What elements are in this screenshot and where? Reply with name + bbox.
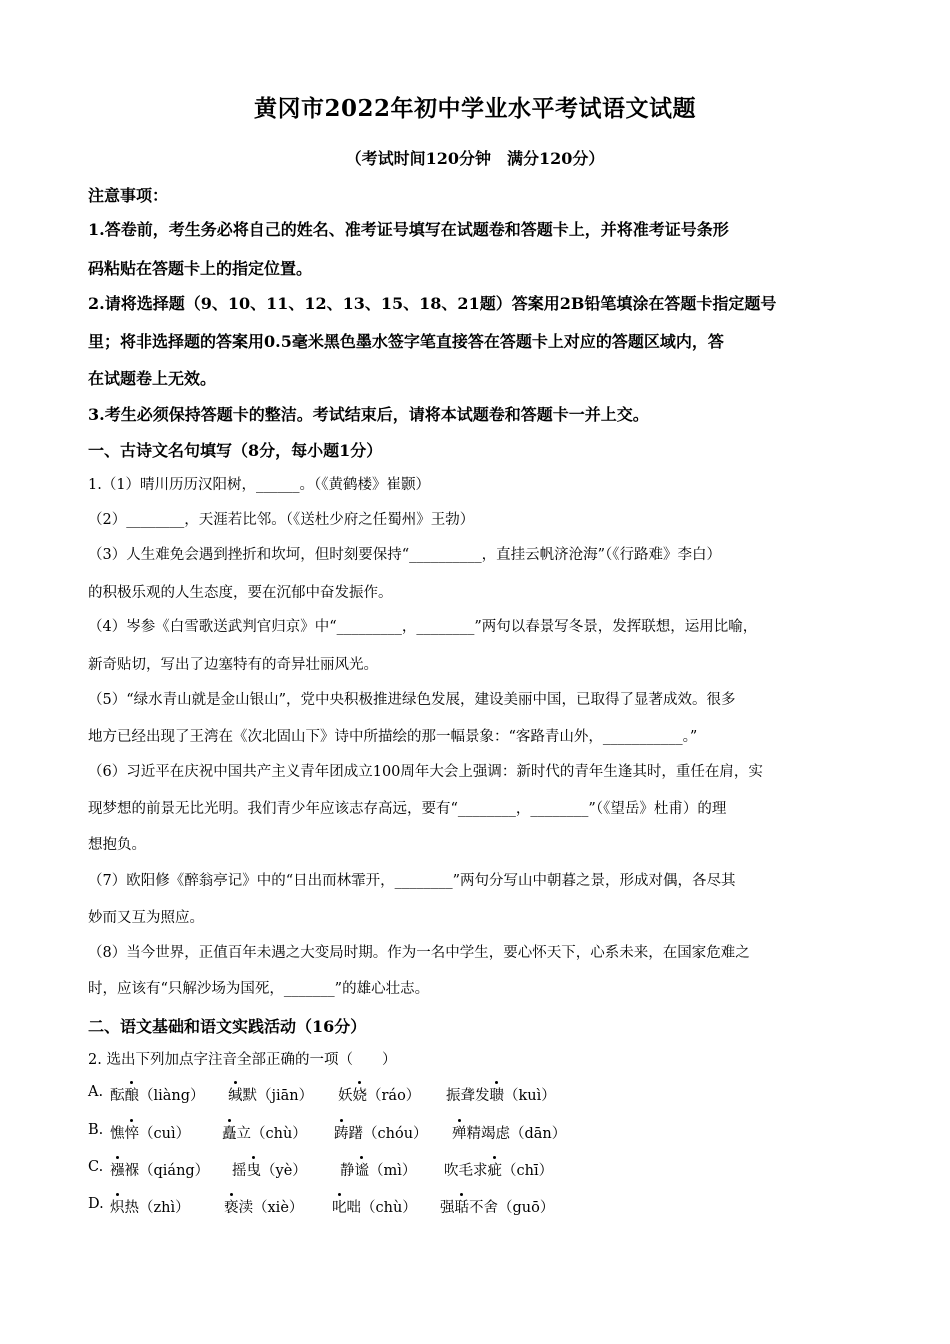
question-line: （2）________，天涯若比邻。（《送杜少府之任蜀州》王勃） [88, 512, 475, 528]
option-item: 酝酿（liàng） [110, 1084, 205, 1105]
notes-heading: 注意事项： [88, 186, 169, 205]
option-row-a [88, 1084, 868, 1108]
question-line: 1.（1）晴川历历汉阳树，______。（《黄鹤楼》崔颢） [88, 477, 431, 493]
section-heading: 二、语文基础和语文实践活动（16分） [88, 1017, 367, 1036]
dotted-char: 踌 [334, 1122, 349, 1143]
option-item: 憔悴（cuì） [110, 1122, 190, 1143]
dotted-char: 谧 [355, 1159, 370, 1180]
option-item: 殚精竭虑（dān） [452, 1122, 566, 1143]
option-row-d [88, 1196, 868, 1220]
dotted-char: 矗 [222, 1122, 237, 1143]
question-line: 现梦想的前景无比光明。我们青少年应该志存高远，要有“________，________”（《望岳》杜甫）的理 [88, 801, 727, 817]
option-item: 亵渎（xiè） [224, 1196, 303, 1217]
notes-line: 在试题卷上无效。 [88, 369, 217, 388]
dotted-char: 疵 [488, 1159, 503, 1180]
question-line: （5）“绿水青山就是金山银山”，党中央积极推进绿色发展，建设美丽中国，已取得了显著成效。很多 [88, 692, 736, 708]
dotted-char: 殚 [452, 1122, 467, 1143]
option-label: D. [88, 1196, 104, 1212]
question-line: 新奇贴切，写出了边塞特有的奇异壮丽风光。 [88, 657, 378, 673]
question-line: 时，应该有“只解沙场为国死，_______”的雄心壮志。 [88, 981, 430, 997]
dotted-char: 叱 [332, 1196, 347, 1217]
dotted-char: 缄 [228, 1084, 243, 1105]
page-title: 黄冈市2022年初中学业水平考试语文试题 [253, 95, 696, 122]
notes-line: 里；将非选择题的答案用0.5毫米黑色墨水签字笔直接答在答题卡上对应的答题区域内，答 [88, 332, 724, 351]
question-stem: 2. 选出下列加点字注音全部正确的一项（ ） [88, 1052, 397, 1068]
dotted-char: 聒 [455, 1196, 470, 1217]
question-line: 想抱负。 [88, 837, 146, 853]
option-item: 矗立（chù） [222, 1122, 307, 1143]
option-label: A. [88, 1084, 104, 1100]
notes-line: 2.请将选择题（9、10、11、12、13、15、18、21题）答案用2B铅笔填涂在答题卡指定题号 [88, 294, 777, 313]
question-line: 妙而又互为照应。 [88, 910, 204, 926]
option-item: 振聋发聩（kuì） [446, 1084, 556, 1105]
dotted-char: 襁 [110, 1159, 125, 1180]
dotted-char: 亵 [224, 1196, 239, 1217]
option-item: 摇曳（yè） [232, 1159, 307, 1180]
option-row-b [88, 1122, 868, 1146]
option-item: 叱咄（chù） [332, 1196, 417, 1217]
option-row-c [88, 1159, 868, 1183]
dotted-char: 娆 [353, 1084, 368, 1105]
exam-subtitle: （考试时间120分钟 满分120分） [345, 149, 605, 168]
question-line: 地方已经出现了王湾在《次北固山下》诗中所描绘的那一幅景象：“客路青山外，___________。” [88, 729, 698, 745]
option-item: 静谧（mì） [340, 1159, 416, 1180]
option-item: 缄默（jiān） [228, 1084, 313, 1105]
question-line: （7）欧阳修《醉翁亭记》中的“日出而林霏开，________”两句分写山中朝暮之景，形成对偶，各尽其 [88, 873, 736, 889]
dotted-char: 酿 [125, 1084, 140, 1105]
option-label: B. [88, 1122, 104, 1138]
question-line: 的积极乐观的人生态度，要在沉郁中奋发振作。 [88, 585, 393, 601]
question-line: （3）人生难免会遇到挫折和坎坷，但时刻要保持“__________，直挂云帆济沧海”（《行路难》李白） [88, 547, 722, 563]
option-item: 妖娆（ráo） [338, 1084, 420, 1105]
section-heading: 一、古诗文名句填写（8分，每小题1分） [88, 441, 383, 460]
dotted-char: 曳 [247, 1159, 262, 1180]
option-item: 踌躇（chóu） [334, 1122, 428, 1143]
question-line: （4）岑参《白雪歌送武判官归京》中“_________，________”两句以春景写冬景，发挥联想，运用比喻， [88, 619, 758, 635]
notes-line: 码粘贴在答题卡上的指定位置。 [88, 259, 313, 278]
option-item: 炽热（zhì） [110, 1196, 190, 1217]
option-label: C. [88, 1159, 104, 1175]
dotted-char: 聩 [490, 1084, 505, 1105]
option-item: 强聒不舍（guō） [440, 1196, 554, 1217]
option-item: 襁褓（qiáng） [110, 1159, 209, 1180]
question-line: （6）习近平在庆祝中国共产主义青年团成立100周年大会上强调：新时代的青年生逢其时，重任在肩，实 [88, 764, 763, 780]
notes-line: 3.考生必须保持答题卡的整洁。考试结束后，请将本试题卷和答题卡一并上交。 [88, 405, 649, 424]
question-line: （8）当今世界，正值百年未遇之大变局时期。作为一名中学生，要心怀天下，心系未来，在国家危难之 [88, 945, 750, 961]
dotted-char: 炽 [110, 1196, 125, 1217]
dotted-char: 悴 [125, 1122, 140, 1143]
option-item: 吹毛求疵（chī） [444, 1159, 553, 1180]
notes-line: 1.答卷前，考生务必将自己的姓名、准考证号填写在试题卷和答题卡上，并将准考证号条形 [88, 220, 729, 239]
